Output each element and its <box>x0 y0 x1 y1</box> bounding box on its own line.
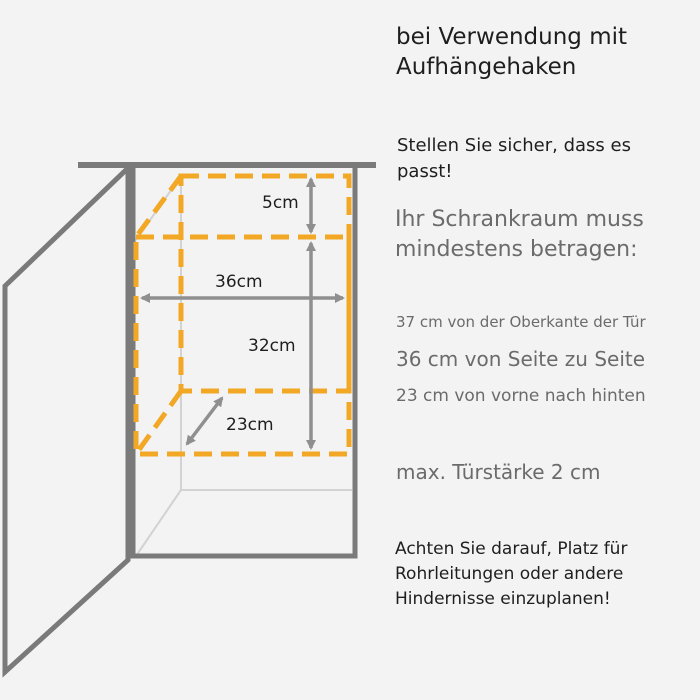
obstacle-note <box>395 537 627 612</box>
width-label: 36cm <box>215 272 263 292</box>
fit-box <box>136 176 349 454</box>
check-note <box>397 133 631 185</box>
requirement-depth: 23 cm von vorne nach hinten <box>396 386 646 406</box>
heading <box>396 22 627 82</box>
check-note-line-2: passt! <box>397 161 453 182</box>
depth-label: 23cm <box>226 415 274 435</box>
heading-line-2: Aufhängehaken <box>396 54 577 80</box>
heading-line-1: bei Verwendung mit <box>396 24 628 50</box>
obstacle-note-line-3: Hindernisse einzuplanen! <box>395 589 611 609</box>
obstacle-note-line-1: Achten Sie darauf, Platz für <box>395 539 628 559</box>
check-note-line-1: Stellen Sie sicher, dass es <box>397 135 631 156</box>
height-label: 32cm <box>248 336 296 356</box>
obstacle-note-line-2: Rohrleitungen oder andere <box>395 564 624 584</box>
depth-arrow <box>187 398 222 444</box>
minimum-intro-line-1: Ihr Schrankraum muss <box>395 207 644 232</box>
cabinet-door <box>5 168 128 672</box>
minimum-intro <box>395 205 644 265</box>
cabinet-body <box>133 168 355 556</box>
top-gap-label: 5cm <box>262 193 299 213</box>
requirement-width: 36 cm von Seite zu Seite <box>396 347 646 371</box>
requirement-height: 37 cm von der Oberkante der Tür <box>396 313 646 331</box>
cabinet-interior-lines <box>136 176 352 556</box>
door-thickness: max. Türstärke 2 cm <box>396 460 601 484</box>
dimension-arrows <box>142 179 343 448</box>
minimum-intro-line-2: mindestens betragen: <box>395 237 638 262</box>
